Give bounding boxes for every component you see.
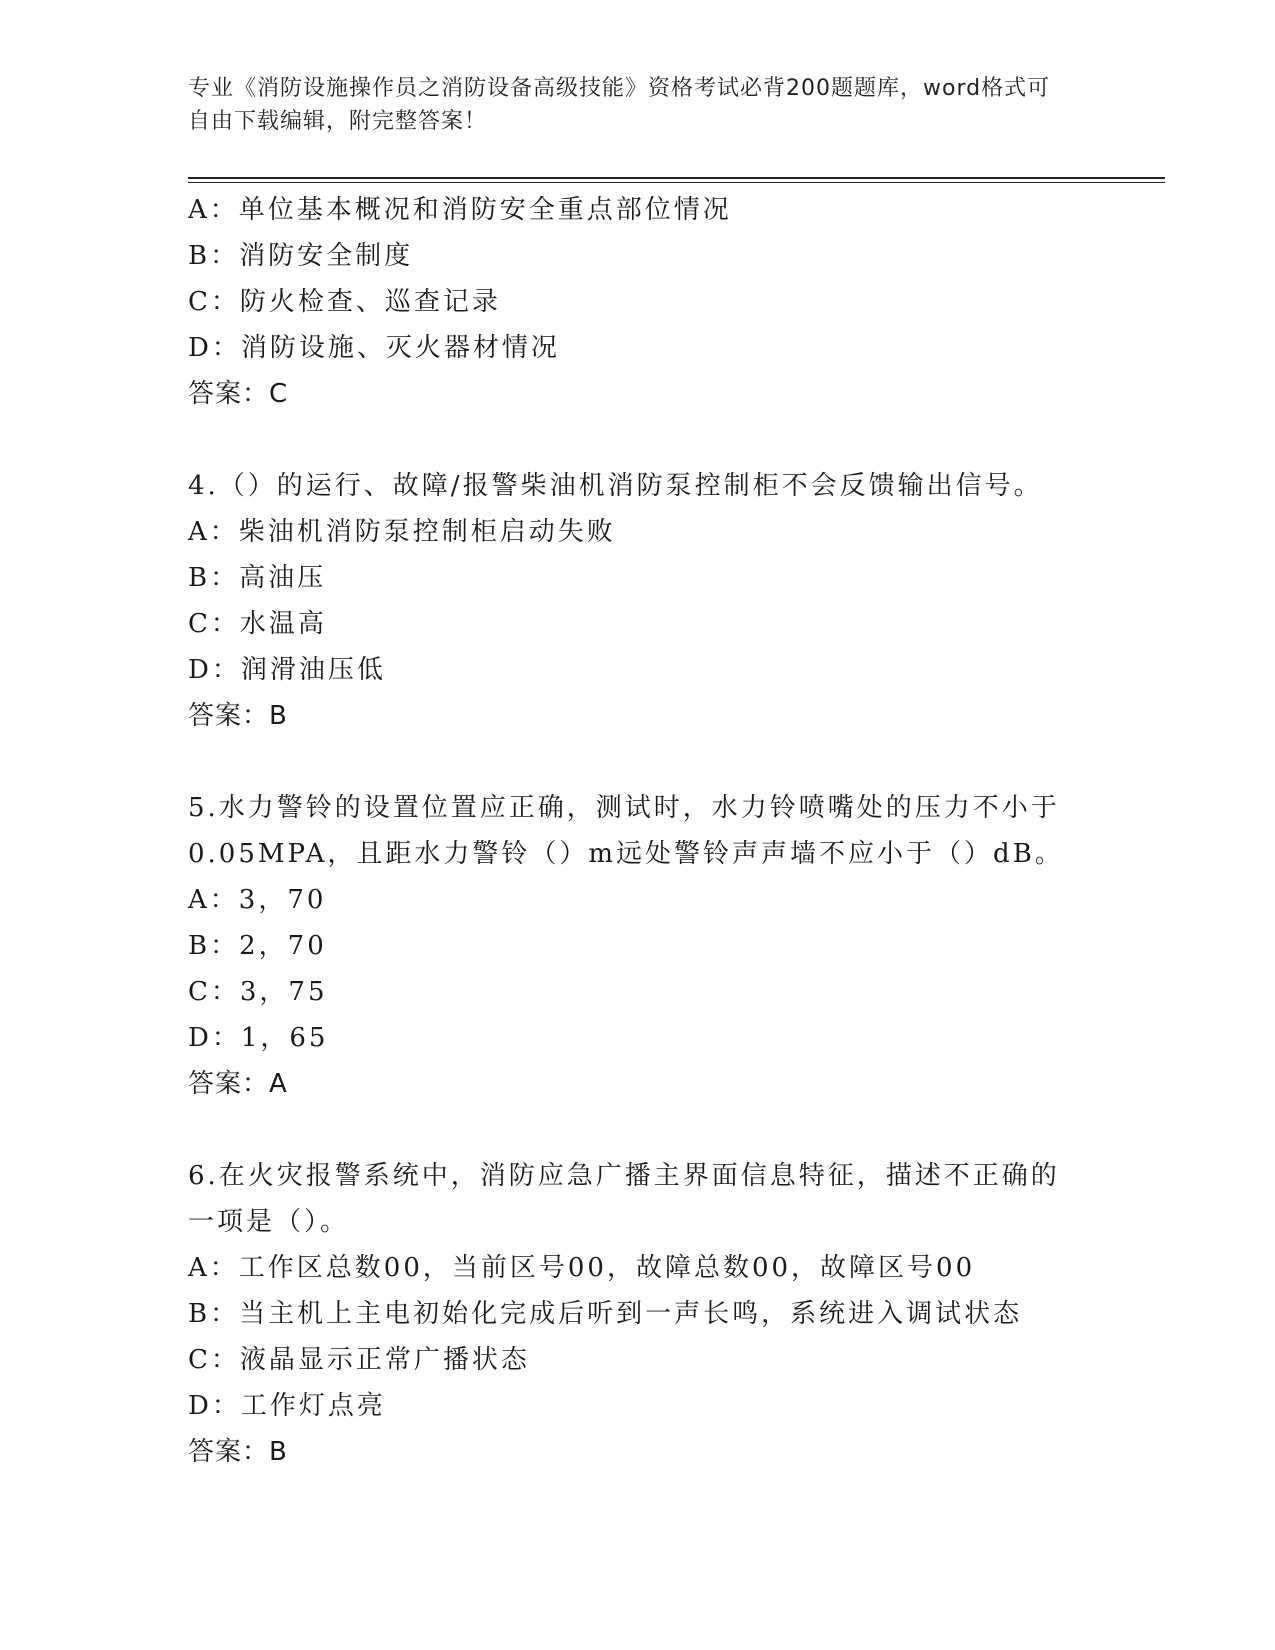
- spacer: [188, 417, 1088, 463]
- option-c: C：防火检查、巡查记录: [188, 287, 501, 317]
- document-header: [188, 72, 1068, 138]
- question-block-4: [188, 463, 1088, 739]
- question-block-3: [188, 187, 1088, 417]
- question-text: 4.（）的运行、故障/报警柴油机消防泵控制柜不会反馈输出信号。: [188, 471, 1043, 501]
- option-a: A：单位基本概况和消防安全重点部位情况: [188, 195, 732, 225]
- question-text-line-1: 6.在火灾报警系统中，消防应急广播主界面信息特征，描述不正确的: [188, 1161, 1060, 1191]
- spacer: [188, 739, 1088, 785]
- option-c: C：3，75: [188, 977, 328, 1007]
- question-block-6: [188, 1153, 1088, 1475]
- option-c: C：水温高: [188, 609, 327, 639]
- header-text: 专业《消防设施操作员之消防设备高级技能》资格考试必背200题题库，word格式可自由下载编辑，附完整答案！: [188, 76, 1051, 134]
- question-list: [188, 187, 1088, 1475]
- option-d: D：消防设施、灭火器材情况: [188, 333, 560, 363]
- option-b: B：高油压: [188, 563, 327, 593]
- spacer: [188, 1107, 1088, 1153]
- option-b: B：2，70: [188, 931, 327, 961]
- answer-line: 答案：C: [188, 379, 289, 409]
- option-d: D：润滑油压低: [188, 655, 386, 685]
- header-rule-thick: [188, 177, 1165, 179]
- option-b: B：当主机上主电初始化完成后听到一声长鸣，系统进入调试状态: [188, 1299, 1023, 1329]
- option-b: B：消防安全制度: [188, 241, 414, 271]
- header-rule-thin: [188, 182, 1165, 183]
- answer-line: 答案：A: [188, 1069, 288, 1099]
- option-a: A：3，70: [188, 885, 327, 915]
- answer-line: 答案：B: [188, 701, 288, 731]
- question-text-line-2: 0.05MPA，且距水力警铃（）m远处警铃声声墙不应小于（）dB。: [188, 839, 1064, 869]
- option-a: A：柴油机消防泵控制柜启动失败: [188, 517, 616, 547]
- question-text-line-1: 5.水力警铃的设置位置应正确，测试时，水力铃喷嘴处的压力不小于: [188, 793, 1060, 823]
- option-d: D：工作灯点亮: [188, 1391, 386, 1421]
- option-d: D：1，65: [188, 1023, 329, 1053]
- question-text-line-2: 一项是（）。: [188, 1207, 350, 1237]
- question-block-5: [188, 785, 1088, 1107]
- answer-line: 答案：B: [188, 1437, 288, 1467]
- option-c: C：液晶显示正常广播状态: [188, 1345, 530, 1375]
- option-a: A：工作区总数00，当前区号00，故障总数00，故障区号00: [188, 1253, 976, 1283]
